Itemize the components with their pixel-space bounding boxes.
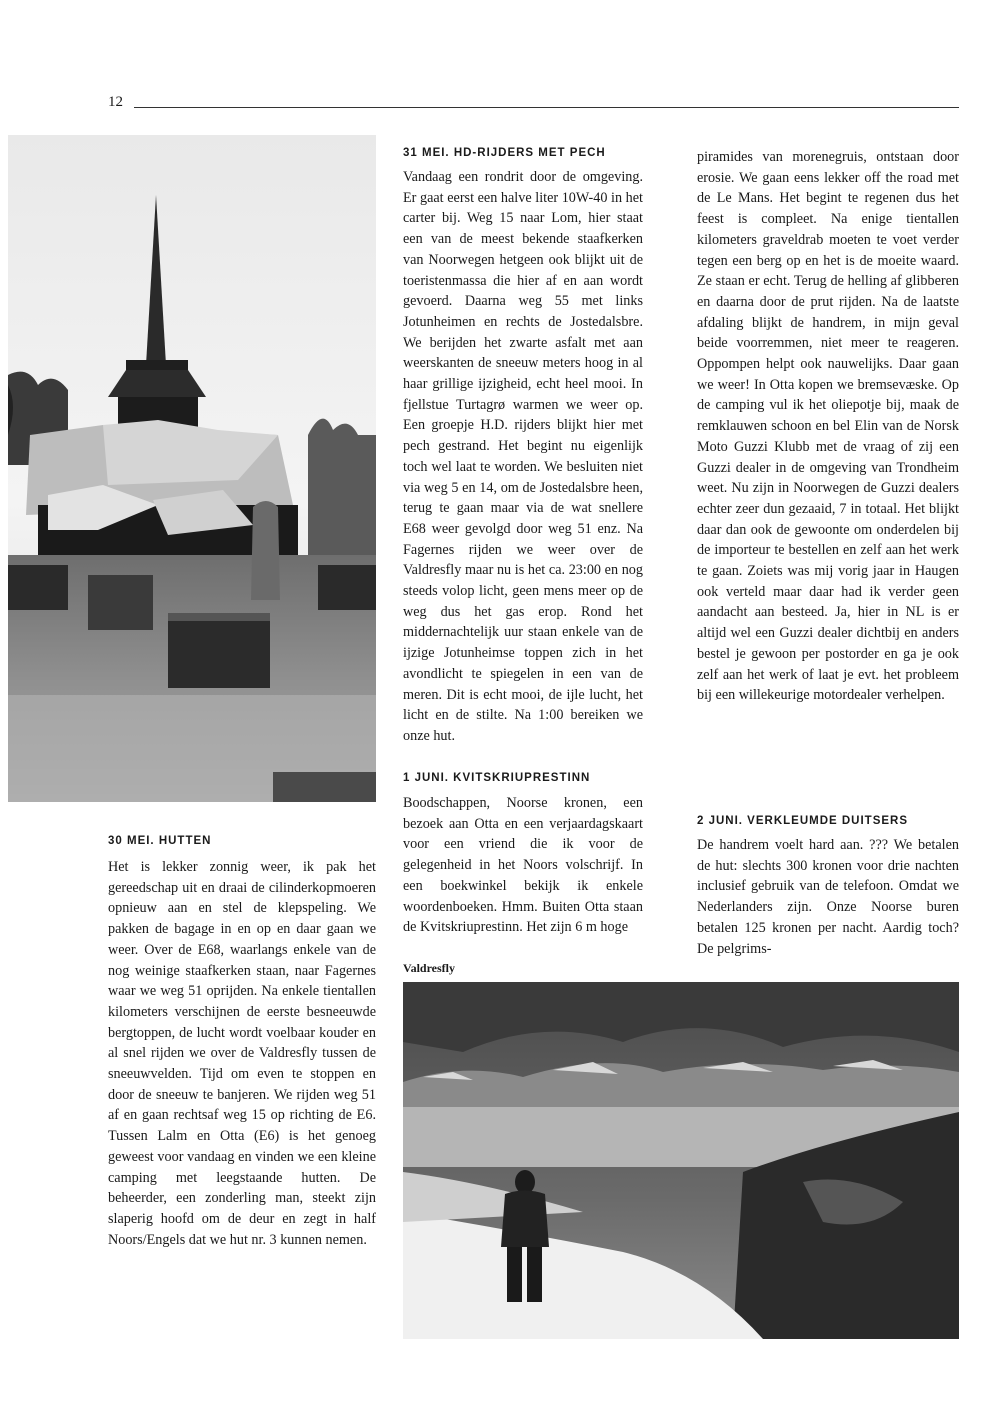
valdresfly-landscape-photo <box>403 982 959 1339</box>
section-text-june2: De handrem voelt hard aan. ??? We betalen de hut: slechts 300 kronen voor drie nachten inclusief gebruik van de telefoon. Omdat we Nederlanders zijn. Onze Noorse buren betalen 125 kronen per nacht. Aardig toch? De pelgrims- <box>697 837 959 957</box>
section-text-june1-continued: piramides van morenegruis, ontstaan door erosie. We gaan eens lekker off the road met de Le Mans. Het begint te regenen dus het feest is compleet. Na enige tientallen kilometers graveldrab moeten te voet verder tegen een berg op en het is de moeite waard. Ze staan er echt. Terug de helling af glibberen en daarna door de prut rijden. Na de laatste afdaling blijkt de handrem, in mijn geval beide voorremmen, niet meer te reageren. Oppompen helpt ook nauwelijks. Daar gaan we weer! In Otta kopen we bremsevæske. Op de camping vul ik het oliepotje bij, maak de remklauwen schoon en bel Elin van de Norsk Moto Guzzi Klubb met de vraag of zij een Guzzi dealer in de omgeving van Trondheim weet. Nu zijn in Noorwegen de Guzzi dealers echter zeer dun gezaaid, 7 in totaal. Het blijkt daar dan ook de gewoonte om onderdelen bij de importeur te bestellen en zelf aan het werk te gaan. Zoiets was mij vorig jaar in Haugen ook verteld maar daar had ik verder geen aandacht aan besteed. Ja, hier in NL is er altijd wel een Guzzi dealer dichtbij en anders bestel je gewoon per postorder en ga je ook zelf aan het werk of laat je evt. het probleem bij een willekeurige motordealer verhelpen. <box>697 149 959 704</box>
section-heading-june2: 2 JUNI. VERKLEUMDE DUITSERS <box>697 815 909 827</box>
section-heading-may31: 31 MEI. HD-RIJDERS MET PECH <box>403 147 606 159</box>
header-rule <box>134 107 959 108</box>
section-text-may31: Vandaag een rondrit door de omgeving. Er gaat eerst een halve liter 10W-40 in het carter bij. Weg 15 naar Lom, hier staat een van de meest bekende staafkerken van Noorwegen hetgeen ook blijkt uit de toeristenmassa die hier af en aan wordt gevoerd. Daarna weg 55 met links Jotunheimen en rechts de Jostedalsbre. We berijden het zwarte asfalt met aan weerskanten de sneeuw meters hoog in al haar grillige ijzigheid, echt heel mooi. In fjellstue Turtagrø warmen we weer op. Een groepje H.D. rijders blijkt hier met pech gestrand. Het begint nu eigenlijk toch wel laat te worden. We besluiten niet via weg 5 en 14, om de Jostedalsbre heen, terug te gaan maar via de wat snellere E68 weer gevolgd door weg 51 enz. Na Fagernes rijden we weer over de Valdresfly maar nu is het ca. 23:00 en nog steeds volop licht, geen mens meer op de weg dus het gas erop. Rond het middernachtelijk uur staan enkele van de ijzige Jotunheimse toppen zich in het avondlicht te spiegelen in een van de meren. Dit is echt mooi, de ijle lucht, het licht en de stilte. Na 1:00 bereiken we onze hut. <box>403 169 643 744</box>
page-number: 12 <box>108 94 123 110</box>
stave-church-photo <box>8 135 376 802</box>
section-text-may30: Het is lekker zonnig weer, ik pak het gereedschap uit en draai de cilinderkopmoeren opnieuw aan en stel de klepspeling. We pakken de bagage in en op en daar gaan we weer. Over de E68, waarlangs enkele van de nog weinige staafkerken staan, naar Fagernes waar we weg 51 oprijden. Na enkele tientallen kilometers verschijnen de eerste besneeuwde bergtoppen, de lucht wordt voelbaar kouder en al snel rijden we over de Valdresfly tussen de sneeuwvelden. Tijd om even te stoppen en door de sneeuw te banjeren. We rijden weg 51 af en gaan rechtsaf weg 15 op richting de E6. Tussen Lalm en Otta (E6) is het genoeg geweest voor vandaag en vinden we een kleine camping met leegstaande hutten. De beheerder, een zonderling man, steekt zijn slaperig hoofd om de deur en zegt in half Noors/Engels dat we hut nr. 3 kunnen nemen. <box>108 859 376 1248</box>
section-heading-may30: 30 MEI. HUTTEN <box>108 835 212 847</box>
photo-caption-valdresfly: Valdresfly <box>403 961 456 975</box>
section-text-june1: Boodschappen, Noorse kronen, een bezoek aan Otta en een verjaardagskaart voor een vriend die ik voor de gelegenheid in het Noors volschrijf. In een boekwinkel bekijk ik enkele woordenboeken. Hmm. Buiten Otta staan de Kvitskriuprestinn. Het zijn 6 m hoge <box>403 795 643 936</box>
section-heading-june1: 1 JUNI. KVITSKRIUPRESTINN <box>403 772 591 784</box>
